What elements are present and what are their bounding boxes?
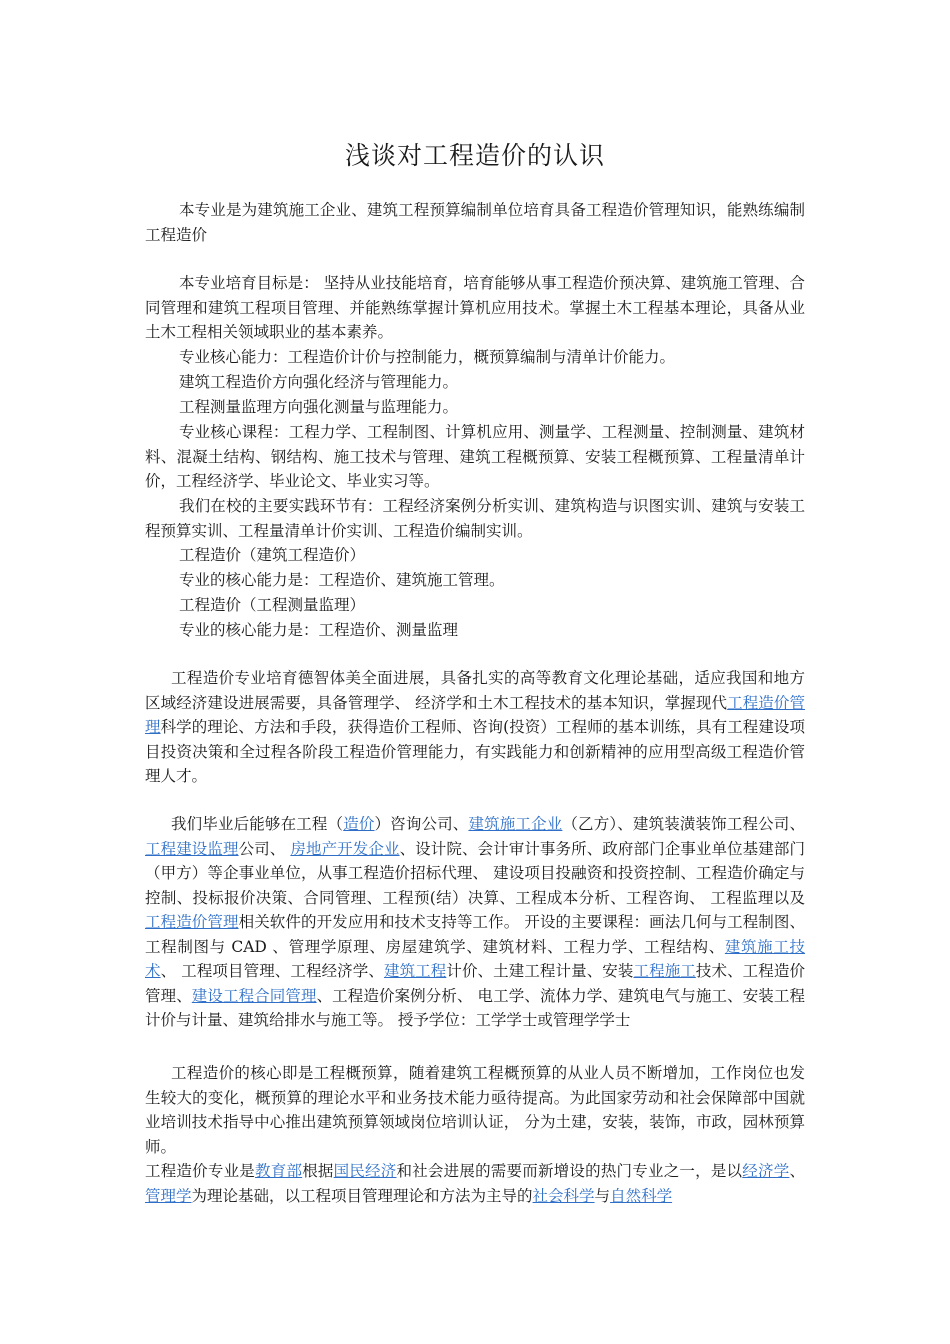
paragraph-training-goal: 本专业培育目标是： 坚持从业技能培育，培育能够从事工程造价预决算、建筑施工管理、合同管理和建筑工程项目管理、并能熟练掌握计算机应用技术。掌握土木工程基本理论，具备从业土木工程相关领域职业的基本素养。 [145, 274, 805, 341]
paragraph-cultivation [145, 666, 805, 789]
document-title: 浅谈对工程造价的认识 [344, 141, 605, 170]
paragraph-practice: 我们在校的主要实践环节有：工程经济案例分析实训、建筑构造与识图实训、建筑与安装工程预算实训、工程量清单计价实训、工程造价编制实训。 [145, 497, 805, 540]
paragraph-major-definition [145, 1159, 805, 1208]
paragraph-core-courses: 专业核心课程：工程力学、工程制图、计算机应用、测量学、工程测量、控制测量、建筑材料、混凝土结构、钢结构、施工技术与管理、建筑工程概预算、安装工程概预算、工程量清单计价，工程经济学、毕业论文、毕业实习等。 [145, 423, 805, 490]
text-run: 技术、工程造价管理、 [145, 962, 805, 1005]
text-run: 为理论基础，以工程项目管理理论和方法为主导的 [191, 1186, 533, 1205]
text-run: 、工程造价案例分析、 电工学、流体力学、建筑电气与施工、安装工程计价与计量、建筑给排水与施工等。 授予学位：工学学士或管理学学士 [145, 986, 805, 1029]
paragraph-survey-direction: 工程测量监理方向强化测量与监理能力。 [179, 398, 459, 416]
text-run: ）咨询公司、 [374, 815, 469, 833]
text-run: 根据 [302, 1162, 334, 1180]
paragraph-cost-direction: 建筑工程造价方向强化经济与管理能力。 [179, 373, 459, 391]
link-building-engineering[interactable]: 建筑工程 [383, 962, 447, 980]
link-ministry-education[interactable]: 教育部 [255, 1162, 303, 1180]
link-national-economy[interactable]: 国民经济 [333, 1162, 397, 1180]
link-real-estate[interactable]: 房地产开发企业 [290, 839, 400, 858]
paragraph-intro: 本专业是为建筑施工企业、建筑工程预算编制单位培育具备工程造价管理知识，能熟练编制工程造价 [145, 201, 805, 244]
link-engineering-construction[interactable]: 工程施工 [633, 962, 696, 980]
text-run: 、 工程项目管理、工程经济学、 [160, 962, 384, 980]
link-construction-technology[interactable]: 建筑施工技术 [145, 937, 805, 980]
text-run: 我们毕业后能够在工程（ [171, 815, 344, 833]
text-run: 、设计院、会计审计事务所、政府部门企事业单位基建部门（甲方）等企事业单位，从事工程造价招标代理、 建设项目投融资和投资控制、工程造价确定与控制、投标报价决策、合同管理、工程预(结）决算、工程成本分析、工程咨询、 工程监理以及 [145, 839, 805, 907]
text-run: 计价、土建工程计量、安装 [446, 962, 634, 980]
text-run: 和社会进展的需要而新增设的热门专业之一，是以 [396, 1162, 743, 1180]
paragraph-track-survey-ability: 专业的核心能力是：工程造价、测量监理 [179, 621, 459, 639]
text-run: 工程造价专业培育德智体美全面进展，具备扎实的高等教育文化理论基础，适应我国和地方区域经济建设进展需要，具备管理学、 经济学和土木工程技术的基本知识，掌握现代 [145, 669, 805, 712]
text-run: 、 [789, 1162, 805, 1180]
text-run: 与 [594, 1186, 611, 1205]
link-construction-supervision[interactable]: 工程建设监理 [145, 839, 239, 858]
link-social-science[interactable]: 社会科学 [532, 1186, 595, 1205]
link-cost-management[interactable]: 工程造价管理 [145, 693, 805, 736]
paragraph-careers [145, 812, 805, 1033]
link-contract-management[interactable]: 建设工程合同管理 [191, 986, 317, 1005]
text-run: 科学的理论、方法和手段，获得造价工程师、咨询(投资）工程师的基本训练，具有工程建设项目投资决策和全过程各阶段工程造价管理能力，有实践能力和创新精神的应用型高级工程造价管理人才。 [145, 718, 805, 785]
paragraph-track-building: 工程造价（建筑工程造价） [179, 546, 366, 564]
link-natural-science[interactable]: 自然科学 [610, 1186, 673, 1205]
link-cost[interactable]: 造价 [343, 815, 375, 833]
text-run: 公司、 [238, 839, 291, 858]
text-run: 工程造价专业是 [145, 1162, 256, 1180]
paragraph-core-ability: 专业核心能力：工程造价计价与控制能力，概预算编制与清单计价能力。 [179, 348, 676, 366]
text-run: （乙方）、建筑装潢装饰工程公司、 [562, 815, 805, 833]
paragraph-track-survey: 工程造价（工程测量监理） [179, 596, 366, 614]
link-economics[interactable]: 经济学 [742, 1162, 790, 1180]
link-management[interactable]: 管理学 [145, 1186, 192, 1205]
link-cost-management-2[interactable]: 工程造价管理 [145, 913, 239, 931]
text-run: 相关软件的开发应用和技术支持等工作。 开设的主要课程：画法几何与工程制图、工程制图与 CAD 、管理学原理、房屋建筑学、建筑材料、工程力学、工程结构、 [145, 913, 805, 956]
link-construction-enterprise[interactable]: 建筑施工企业 [468, 815, 563, 833]
paragraph-track-building-ability: 专业的核心能力是：工程造价、建筑施工管理。 [179, 571, 505, 589]
paragraph-budget-core: 工程造价的核心即是工程概预算，随着建筑工程概预算的从业人员不断增加，工作岗位也发生较大的变化，概预算的理论水平和业务技术能力亟待提高。为此国家劳动和社会保障部中国就业培训技术指导中心推出建筑预算领域岗位培训认证， 分为土建，安装，装饰，市政，园林预算师。 [145, 1064, 805, 1156]
